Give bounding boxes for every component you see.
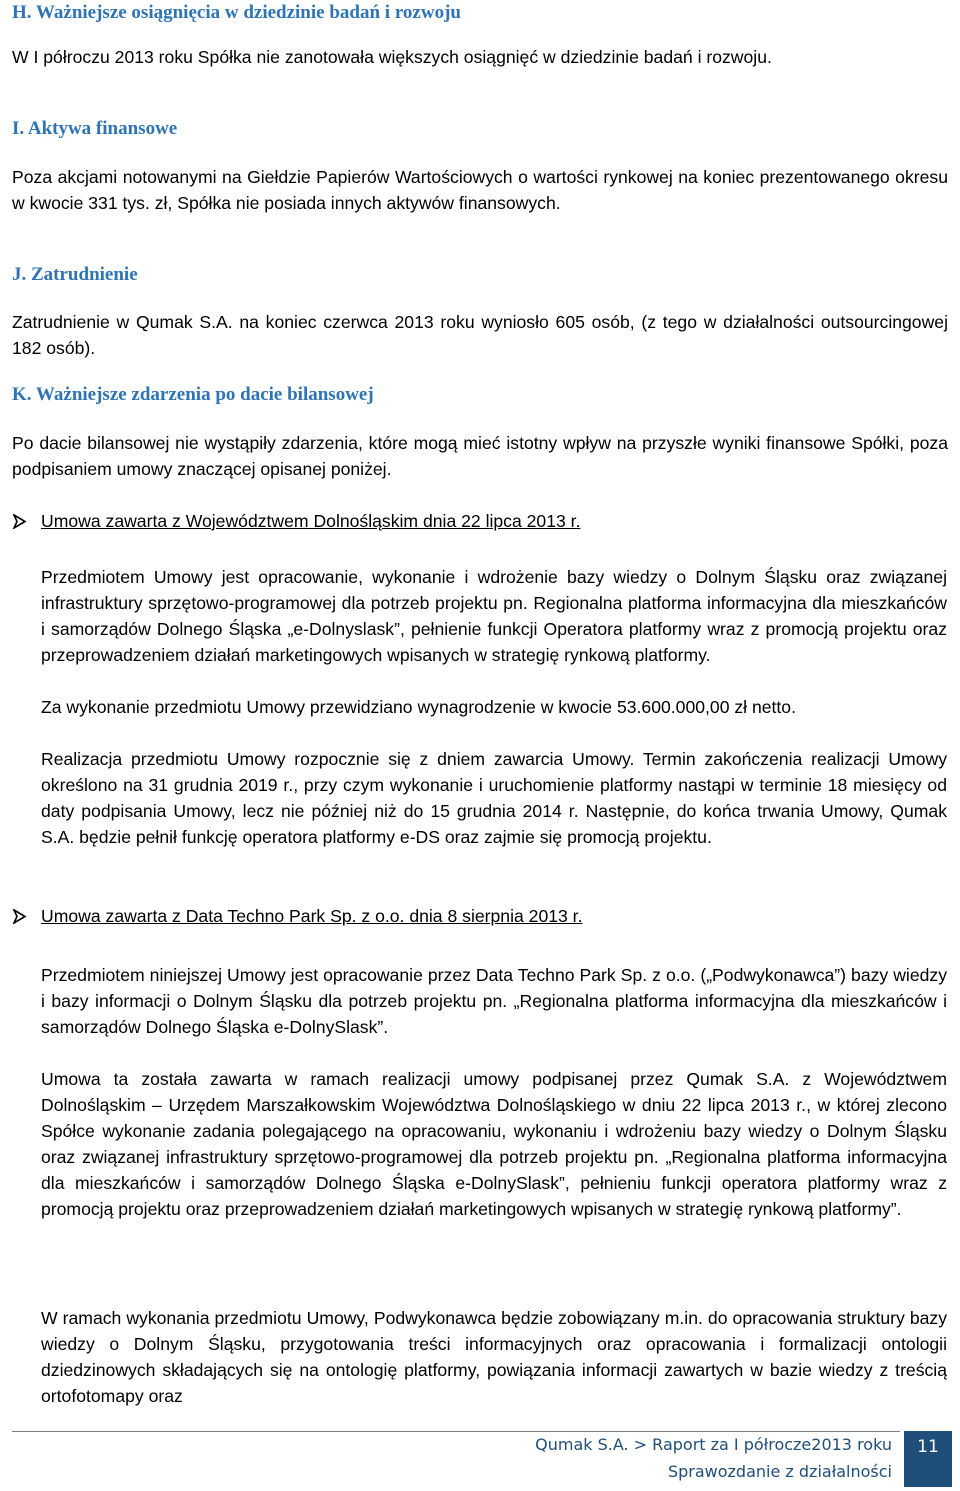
agreement-2-paragraph-1: Przedmiotem niniejszej Umowy jest opracowanie przez Data Techno Park Sp. z o.o. („Podwykonawca”) bazy wiedzy i bazy informacji o Dolnym Śląsku dla potrzeb projektu pn. „Regionalna platforma informacyjna dla mieszkańców i samorządów Dolnego Śląska e-DolnySlask”. — [41, 965, 947, 1037]
arrow-bullet-icon — [12, 909, 27, 924]
heading-h: H. Ważniejsze osiągnięcia w dziedzinie badań i rozwoju — [12, 2, 461, 23]
paragraph-j: Zatrudnienie w Qumak S.A. na koniec czerwca 2013 roku wyniosło 605 osób, (z tego w działalności outsourcingowej 182 osób). — [12, 312, 948, 358]
footer-section-title: Sprawozdanie z działalności — [667, 1462, 892, 1481]
agreement-1-paragraph-1: Przedmiotem Umowy jest opracowanie, wykonanie i wdrożenie bazy wiedzy o Dolnym Śląsku oraz związanej infrastruktury sprzętowo-programowej dla potrzeb projektu pn. Regionalna platforma informacyjna dla mieszkańców i samorządów Dolnego Śląska „e-Dolnyslask”, pełnienie funkcji Operatora platformy wraz z promocją projektu oraz przeprowadzeniem działań marketingowych wpisanych w strategię rynkową platformy. — [41, 567, 947, 665]
footer-divider — [12, 1431, 900, 1432]
agreement-2-title: Umowa zawarta z Data Techno Park Sp. z o.o. dnia 8 sierpnia 2013 r. — [41, 906, 583, 926]
heading-i: I. Aktywa finansowe — [12, 118, 178, 139]
paragraph-h: W I półroczu 2013 roku Spółka nie zanotowała większych osiągnięć w dziedzinie badań i rozwoju. — [12, 47, 772, 67]
heading-k: K. Ważniejsze zdarzenia po dacie bilansowej — [12, 384, 374, 405]
paragraph-i: Poza akcjami notowanymi na Giełdzie Papierów Wartościowych o wartości rynkowej na koniec prezentowanego okresu w kwocie 331 tys. zł, Spółka nie posiada innych aktywów finansowych. — [12, 167, 948, 213]
heading-j: J. Zatrudnienie — [12, 264, 138, 285]
agreement-1-bullet — [12, 508, 942, 534]
agreement-2-bullet — [12, 903, 942, 929]
paragraph-k: Po dacie bilansowej nie wystąpiły zdarzenia, które mogą mieć istotny wpływ na przyszłe wyniki finansowe Spółki, poza podpisaniem umowy znaczącej opisanej poniżej. — [12, 433, 948, 479]
agreement-1-title: Umowa zawarta z Województwem Dolnośląskim dnia 22 lipca 2013 r. — [41, 511, 581, 531]
agreement-2-paragraph-2: Umowa ta została zawarta w ramach realizacji umowy podpisanej przez Qumak S.A. z Województwem Dolnośląskim – Urzędem Marszałkowskim Województwa Dolnośląskiego w dniu 22 lipca 2013 r., w której zlecono Spółce wykonanie zadania polegającego na opracowaniu, wykonaniu i wdrożeniu bazy wiedzy o Dolnym Śląsku oraz związanej infrastruktury sprzętowo-programowej dla potrzeb projektu pn. „Regionalna platforma informacyjna dla mieszkańców i samorządów Dolnego Śląska e-DolnySlask”, pełnieniu funkcji operatora platformy wraz z promocją projektu oraz przeprowadzeniem działań marketingowych wpisanych w strategię rynkową platformy”. — [41, 1069, 947, 1219]
arrow-bullet-icon — [12, 514, 27, 529]
agreement-1-paragraph-3: Realizacja przedmiotu Umowy rozpocznie się z dniem zawarcia Umowy. Termin zakończenia realizacji Umowy określono na 31 grudnia 2019 r., przy czym wykonanie i uruchomienie platformy nastąpi w terminie 18 miesięcy od daty podpisania Umowy, lecz nie później niż do 15 grudnia 2014 r. Następnie, do końca trwania Umowy, Qumak S.A. będzie pełnił funkcję operatora platformy e-DS oraz zajmie się promocją projektu. — [41, 749, 947, 847]
agreement-2-paragraph-3: W ramach wykonania przedmiotu Umowy, Podwykonawca będzie zobowiązany m.in. do opracowania struktury bazy wiedzy o Dolnym Śląsku, przygotowania treści informacyjnych oraz opracowania i formalizacji ontologii dziedzinowych składających się na ontologię platformy, powiązania informacji zawartych w bazie wiedzy z treścią ortofotomapy oraz — [41, 1308, 947, 1406]
page-number-badge: 11 — [904, 1431, 952, 1487]
agreement-1-paragraph-2: Za wykonanie przedmiotu Umowy przewidziano wynagrodzenie w kwocie 53.600.000,00 zł netto. — [41, 697, 796, 717]
footer-report-title: Qumak S.A. > Raport za I półrocze2013 roku — [535, 1435, 892, 1454]
